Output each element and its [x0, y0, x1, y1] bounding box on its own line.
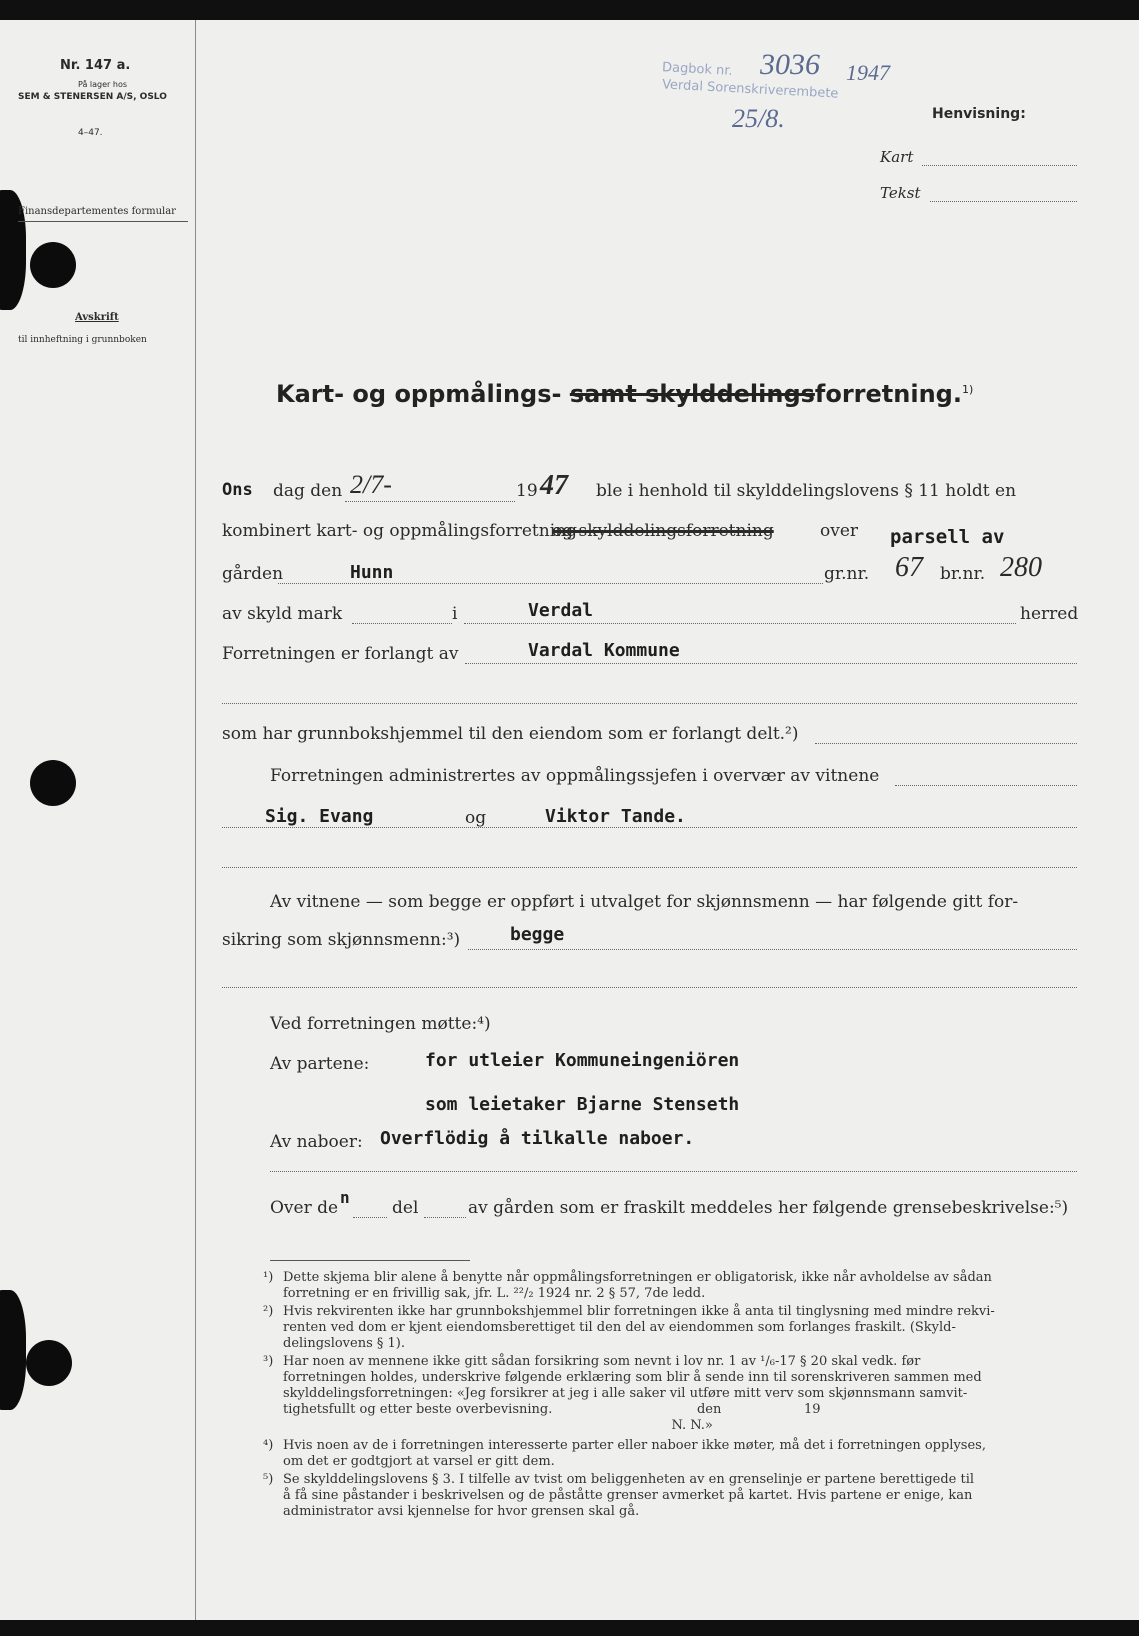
footnote-5-line-1: Se skylddelingslovens § 3. I tilfelle av tvist om beliggenheten av en grenselinje er partene berettigede til	[283, 1472, 975, 1487]
herred-label: herred	[1020, 604, 1079, 624]
footnote-1	[263, 1270, 1078, 1302]
footnote-4-line-2: om det er godtgjort at varsel er gitt dem.	[283, 1454, 555, 1469]
reference-tekst-label: Tekst	[880, 184, 921, 202]
stamp-dagbok-label: Dagbok nr.	[661, 60, 733, 79]
punch-hole-middle	[30, 760, 76, 806]
publisher-prefix: På lager hos	[78, 80, 127, 89]
footnote-1-line-2: forretning er en frivillig sak, jfr. L. ²²/₂ 1924 nr. 2 § 57, 7de ledd.	[283, 1286, 706, 1301]
year-prefix: 19	[516, 481, 538, 501]
stamp-dagbok-number: 3036	[760, 48, 820, 81]
punch-hole-bottom	[26, 1340, 72, 1386]
footnote-5	[263, 1472, 1078, 1520]
line2-over: over	[820, 521, 859, 541]
witness-second: Viktor Tande.	[545, 806, 686, 827]
form-date-code: 4–47.	[78, 128, 103, 138]
footnote-2-line-2: renten ved dom er kjent eiendomsberettiget til den del av eiendommen som forlanges fraskilt. (Skyld-	[283, 1320, 956, 1335]
footnote-3-line-1: Har noen av mennene ikke gitt sådan forsikring som nevnt i lov nr. 1 av ¹/₆-17 § 20 skal vedk. før	[283, 1354, 921, 1369]
footnote-rule	[270, 1260, 470, 1261]
footnote-1-line-1: Dette skjema blir alene å benytte når oppmålingsforretningen er obligatorisk, ikke når avholdelse av sådan	[283, 1270, 992, 1285]
footnote-5-number: ⁵)	[263, 1472, 274, 1487]
witness-text-a: Av vitnene — som begge er oppført i utvalget for skjønnsmenn — har følgende gitt for-	[270, 892, 1019, 912]
reference-kart-label: Kart	[880, 148, 914, 166]
grnr-label: gr.nr.	[824, 564, 870, 584]
blank-line-2	[222, 866, 1077, 868]
agreement-date: 2/7-	[350, 470, 392, 499]
footnote-5-line-3: administrator avsi kjennelse for hvor grensen skal gå.	[283, 1504, 640, 1519]
begge-value: begge	[510, 924, 565, 945]
requested-by-label: Forretningen er forlangt av	[222, 644, 459, 664]
partene-line2: som leietaker Bjarne Stenseth	[425, 1094, 740, 1115]
reference-label: Henvisning:	[932, 106, 1026, 122]
footnote-3-line-3: skylddelingsforretningen: «Jeg forsikrer at jeg i alle saker vil utføre mitt verv som skjønnsmann samvit-	[283, 1386, 968, 1401]
administered-text: Forretningen administrertes av oppmålingssjefen i overvær av vitnene	[270, 766, 880, 786]
begge-line	[468, 948, 1077, 950]
line2-struck: og skylddelingsforretning	[552, 521, 774, 541]
grnr-value: 67	[895, 552, 923, 583]
stamp-year: 1947	[846, 60, 890, 85]
footnote-2-line-1: Hvis rekvirenten ikke har grunnbokshjemmel blir forretningen ikke å anta til tinglysning med mindre rekvi-	[283, 1304, 995, 1319]
blank-line-3	[222, 986, 1077, 988]
naboer-label: Av naboer:	[270, 1132, 363, 1152]
form-type: Finansdepartementes formular	[18, 206, 176, 217]
line1-rest: ble i henhold til skylddelingslovens § 11 holdt en	[596, 481, 1017, 501]
footnote-3-line-4: tighetsfullt og etter beste overbevisning. den 19	[283, 1402, 821, 1417]
title-part1: Kart- og oppmålings-	[276, 380, 562, 408]
partene-line1: for utleier Kommuneingeniören	[425, 1050, 740, 1071]
dag-den-label: dag den	[273, 481, 343, 501]
brnr-value: 280	[1000, 552, 1042, 583]
title-struck: samt skylddelings	[569, 380, 815, 408]
attendance-label: Ved forretningen møtte:⁴)	[270, 1014, 491, 1034]
copy-subtitle: til innheftning i grunnboken	[18, 335, 147, 345]
date-line	[345, 500, 515, 502]
witness-line	[222, 826, 1077, 828]
publisher-name: SEM & STENERSEN A/S, OSLO	[18, 92, 167, 102]
reference-kart-line	[922, 164, 1077, 166]
del-line	[424, 1216, 466, 1218]
footnote-2-line-3: delingslovens § 1).	[283, 1336, 406, 1351]
page-edge-shadow-bottom	[0, 1290, 26, 1410]
footnote-3-line-5: N. N.»	[283, 1418, 713, 1433]
title-part2: forretning.	[814, 380, 962, 408]
hjemmel-line	[815, 742, 1077, 744]
hjemmel-text: som har grunnbokshjemmel til den eiendom som er forlangt delt.²)	[222, 724, 799, 744]
footnote-1-number: ¹)	[263, 1270, 274, 1285]
municipality-name: Verdal	[528, 600, 594, 621]
footnote-4-line-1: Hvis noen av de i forretningen interesserte parter eller naboer ikke møter, må det i forretningen opplyses,	[283, 1438, 986, 1453]
del-label: del	[392, 1198, 419, 1218]
brnr-label: br.nr.	[940, 564, 986, 584]
line2-prefix: kombinert kart- og oppmålingsforretning	[222, 521, 577, 541]
garden-name: Hunn	[350, 562, 394, 583]
footnote-5-line-2: å få sine påstander i beskrivelsen og de påståtte grenser avmerket på kartet. Hvis partene er enige, kan	[283, 1488, 973, 1503]
copy-title: Avskrift	[75, 312, 119, 323]
municipality-line	[464, 622, 1016, 624]
footnote-3-line-2: forretningen holdes, underskrive følgende erklæring som blir å sende inn til sorenskriveren sammen med	[283, 1370, 982, 1385]
over-rest: av gården som er fraskilt meddeles her følgende grensebeskrivelse:⁵)	[468, 1198, 1069, 1218]
form-number: Nr. 147 a.	[60, 58, 131, 73]
footnote-2-number: ²)	[263, 1304, 274, 1319]
blank-line-4	[270, 1170, 1077, 1172]
over-label: Over de	[270, 1198, 339, 1218]
over-hand: n	[340, 1188, 350, 1207]
garden-label: gården	[222, 564, 284, 584]
partene-label: Av partene:	[270, 1054, 370, 1074]
over-line	[353, 1216, 387, 1218]
witness-og: og	[465, 808, 487, 828]
day-prefix: Ons	[222, 480, 253, 500]
form-type-underline	[18, 221, 188, 222]
reference-tekst-line	[930, 200, 1077, 202]
witness-text-b: sikring som skjønnsmenn:³)	[222, 930, 461, 950]
document-page	[0, 20, 1139, 1620]
requested-by-line	[465, 662, 1077, 664]
title-note-ref: 1)	[961, 383, 974, 396]
document-title	[276, 380, 973, 408]
year-suffix: 47	[540, 470, 568, 501]
footnote-4	[263, 1438, 1078, 1470]
skyld-label: av skyld mark	[222, 604, 343, 624]
footnote-3	[263, 1354, 1078, 1434]
margin-rule	[195, 20, 196, 1620]
footnote-4-number: ⁴)	[263, 1438, 274, 1453]
requested-by-value: Vardal Kommune	[528, 640, 680, 661]
blank-line-1	[222, 702, 1077, 704]
line2-object: parsell av	[890, 526, 1005, 548]
skyld-i: i	[452, 604, 458, 624]
footnote-2	[263, 1304, 1078, 1352]
stamp-office: Verdal Sorenskriverembete	[661, 77, 839, 102]
naboer-value: Overflödig å tilkalle naboer.	[380, 1128, 695, 1149]
footnote-3-number: ³)	[263, 1354, 274, 1369]
stamp-date: 25/8.	[732, 104, 785, 133]
punch-hole-top	[30, 242, 76, 288]
administered-line	[895, 784, 1077, 786]
witness-first: Sig. Evang	[265, 806, 374, 827]
skyld-line	[352, 622, 452, 624]
